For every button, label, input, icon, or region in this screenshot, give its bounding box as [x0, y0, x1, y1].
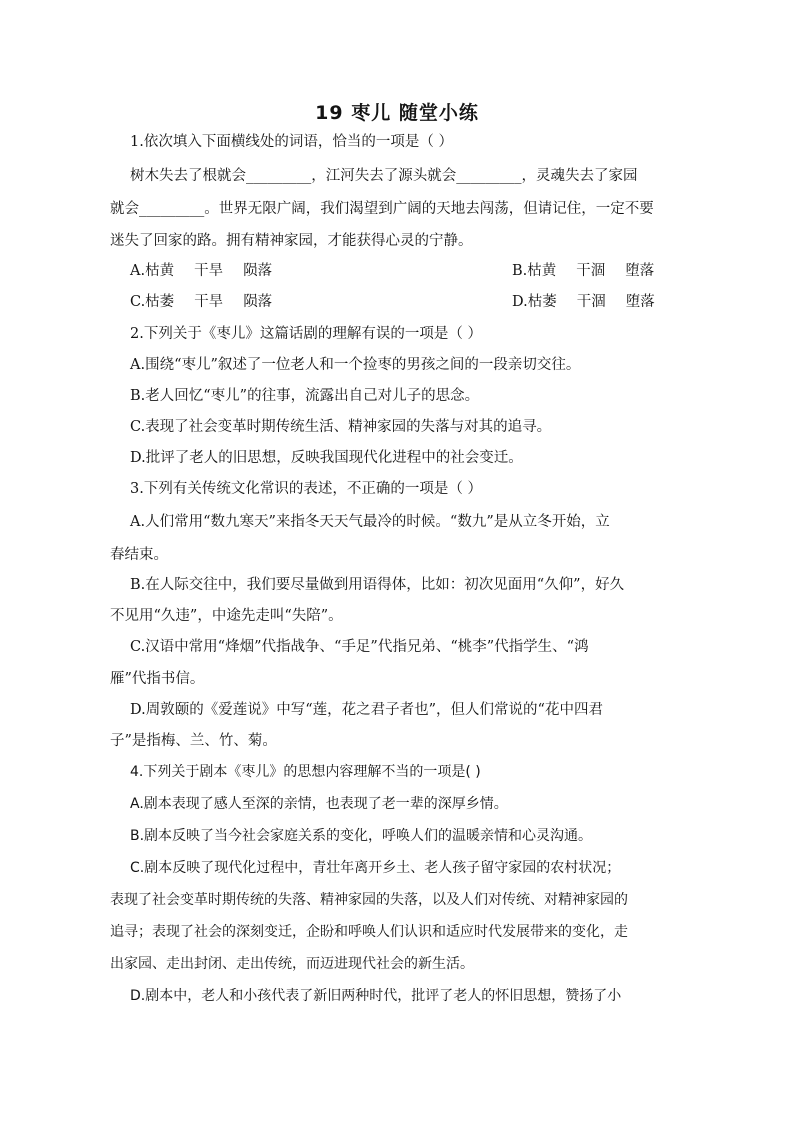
q1-option-c: C.枯萎 干旱 陨落	[130, 294, 273, 310]
q3-option-b-line-1: B.在人际交往中，我们要尽量做到用语得体，比如：初次见面用“久仰”，好久	[130, 577, 625, 593]
q1-option-a: A.枯黄 干旱 陨落	[130, 263, 273, 279]
q3-option-c-line-2: 雁”代指书信。	[110, 671, 205, 687]
q1-stem: 1.依次填入下面横线处的词语，恰当的一项是（ ）	[130, 134, 453, 150]
q2-option-d: D.批评了老人的旧思想，反映我国现代化进程中的社会变迁。	[130, 450, 523, 466]
page-title: 19 枣儿 随堂小练	[315, 102, 479, 124]
q1-option-b: B.枯黄 干涸 堕落	[512, 263, 655, 279]
q4-stem: 4.下列关于剧本《枣儿》的思想内容理解不当的一项是( )	[130, 764, 481, 780]
q1-passage-line-3: 迷失了回家的路。拥有精神家园，才能获得心灵的宁静。	[110, 233, 473, 249]
q4-option-d-line-1: D.剧本中，老人和小孩代表了新旧两种时代，批评了老人的怀旧思想，赞扬了小	[130, 988, 622, 1004]
q3-stem: 3.下列有关传统文化常识的表述，不正确的一项是（ ）	[130, 481, 482, 497]
q4-option-a: A.剧本表现了感人至深的亲情，也表现了老一辈的深厚乡情。	[130, 796, 508, 812]
q4-option-b: B.剧本反映了当今社会家庭关系的变化，呼唤人们的温暖亲情和心灵沟通。	[130, 828, 593, 844]
q1-option-d: D.枯萎 干涸 堕落	[512, 294, 655, 310]
q3-option-b-line-2: 不见用“久违”，中途先走叫“失陪”。	[110, 608, 343, 624]
q3-option-c-line-1: C.汉语中常用“烽烟”代指战争、“手足”代指兄弟、“桃李”代指学生、“鸿	[130, 639, 589, 655]
q2-option-a: A.围绕“枣儿”叙述了一位老人和一个捡枣的男孩之间的一段亲切交往。	[130, 357, 581, 373]
q2-option-c: C.表现了社会变革时期传统生活、精神家园的失落与对其的追寻。	[130, 419, 552, 435]
q3-option-a-line-2: 春结束。	[110, 547, 168, 563]
q2-stem: 2.下列关于《枣儿》这篇话剧的理解有误的一项是（ ）	[130, 326, 482, 342]
q3-option-d-line-1: D.周敦颐的《爱莲说》中写“莲，花之君子者也”，但人们常说的“花中四君	[130, 702, 603, 718]
q4-option-c-line-4: 出家园、走出封闭、走出传统，而迈进现代社会的新生活。	[110, 956, 474, 972]
q4-option-c-line-2: 表现了社会变革时期传统的失落、精神家园的失落，以及人们对传统、对精神家园的	[110, 892, 628, 908]
q4-option-c-line-3: 追寻；表现了社会的深刻变迁，企盼和呼唤人们认识和适应时代发展带来的变化，走	[110, 924, 628, 940]
q1-passage-line-1: 树木失去了根就会_________，江河失去了源头就会_________，灵魂失去了家园	[130, 168, 638, 184]
q3-option-a-line-1: A.人们常用“数九寒天”来指冬天天气最冷的时候。“数九”是从立冬开始，立	[130, 514, 610, 530]
q4-option-c-line-1: C.剧本反映了现代化过程中，青壮年离开乡土、老人孩子留守家园的农村状况；	[130, 860, 621, 876]
q2-option-b: B.老人回忆“枣儿”的往事，流露出自己对儿子的思念。	[130, 388, 480, 404]
q1-passage-line-2: 就会_________。世界无限广阔，我们渴望到广阔的天地去闯荡，但请记住，一定不要	[110, 201, 654, 217]
q3-option-d-line-2: 子”是指梅、兰、竹、菊。	[110, 733, 277, 749]
